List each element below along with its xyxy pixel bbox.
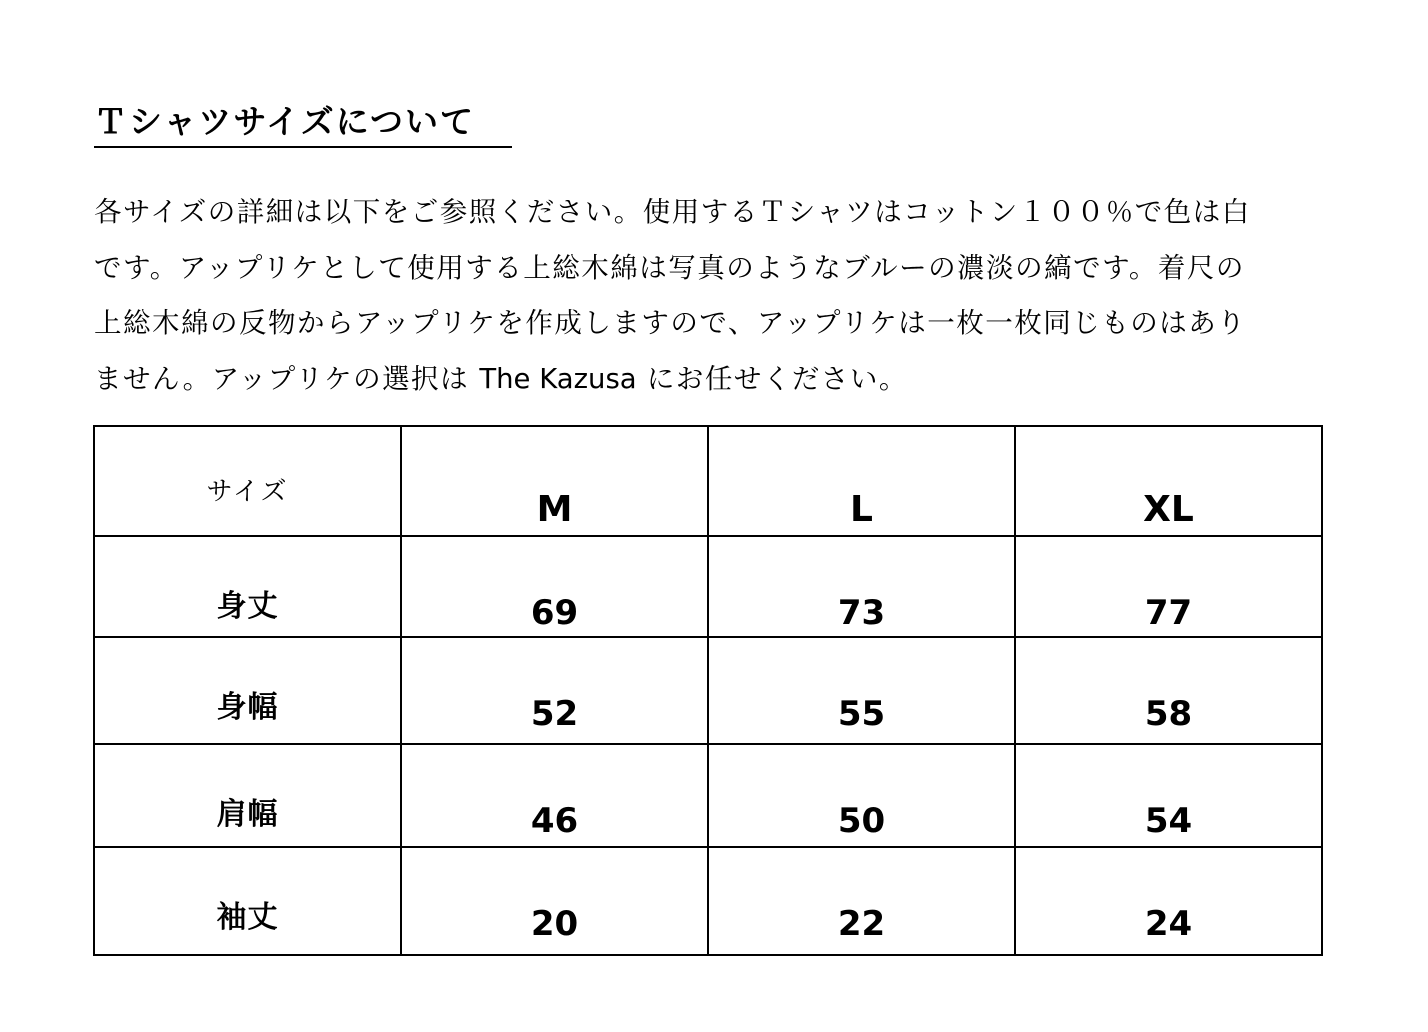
row-label-sleeve-length: 袖丈	[216, 900, 279, 935]
title-underline	[94, 146, 512, 148]
table-cell	[401, 637, 708, 744]
header-cell	[1015, 426, 1322, 536]
value-cell: 46	[530, 801, 579, 841]
value-cell: 22	[837, 904, 886, 944]
intro-line-2: です。アップリケとして使用する上総木綿は写真のようなブルーの濃淡の縞です。着尺の	[94, 251, 1245, 284]
intro-line-4-start: ません。アップリケの選択は	[94, 362, 480, 395]
page-title: Ｔシャツサイズについて	[94, 102, 476, 141]
size-table	[93, 425, 1323, 956]
table-cell	[708, 847, 1015, 955]
table-row	[94, 847, 1322, 955]
size-header-xl: XL	[1143, 489, 1194, 530]
value-cell: 20	[530, 904, 579, 944]
value-cell: 69	[530, 593, 579, 633]
table-cell	[94, 637, 401, 744]
table-row	[94, 637, 1322, 744]
row-label-body-length: 身丈	[216, 589, 279, 624]
header-cell	[708, 426, 1015, 536]
value-cell: 58	[1144, 694, 1193, 734]
size-corner-label: サイズ	[206, 477, 289, 507]
intro-line-1: 各サイズの詳細は以下をご参照ください。使用するＴシャツはコットン１００％で色は白	[94, 196, 1251, 228]
table-cell	[1015, 536, 1322, 637]
table-row	[94, 744, 1322, 847]
table-cell	[94, 536, 401, 637]
value-cell: 73	[837, 593, 886, 633]
table-cell	[94, 847, 401, 955]
table-row	[94, 536, 1322, 637]
intro-paragraph	[94, 185, 1334, 407]
value-cell: 55	[837, 694, 886, 734]
row-label-shoulder-width: 肩幅	[216, 797, 279, 832]
table-cell	[1015, 744, 1322, 847]
intro-line-4-end: にお任せください。	[636, 362, 908, 395]
value-cell: 50	[837, 801, 886, 841]
table-cell	[94, 744, 401, 847]
value-cell: 24	[1144, 904, 1193, 944]
table-cell	[708, 637, 1015, 744]
size-header-l: L	[850, 489, 873, 530]
value-cell: 77	[1144, 593, 1193, 633]
table-cell	[401, 536, 708, 637]
table-cell	[401, 744, 708, 847]
intro-line-4	[94, 352, 1334, 408]
brand-name: The Kazusa	[479, 362, 637, 395]
table-header-row	[94, 426, 1322, 536]
value-cell: 54	[1144, 801, 1193, 841]
header-cell	[94, 426, 401, 536]
table-cell	[1015, 637, 1322, 744]
header-cell	[401, 426, 708, 536]
table-cell	[401, 847, 708, 955]
table-cell	[708, 536, 1015, 637]
intro-line-3: 上総木綿の反物からアップリケを作成しますので、アップリケは一枚一枚同じものはあり	[94, 307, 1247, 339]
size-header-m: M	[536, 489, 573, 530]
table-cell	[1015, 847, 1322, 955]
table-cell	[708, 744, 1015, 847]
value-cell: 52	[530, 694, 579, 734]
row-label-body-width: 身幅	[216, 690, 279, 725]
